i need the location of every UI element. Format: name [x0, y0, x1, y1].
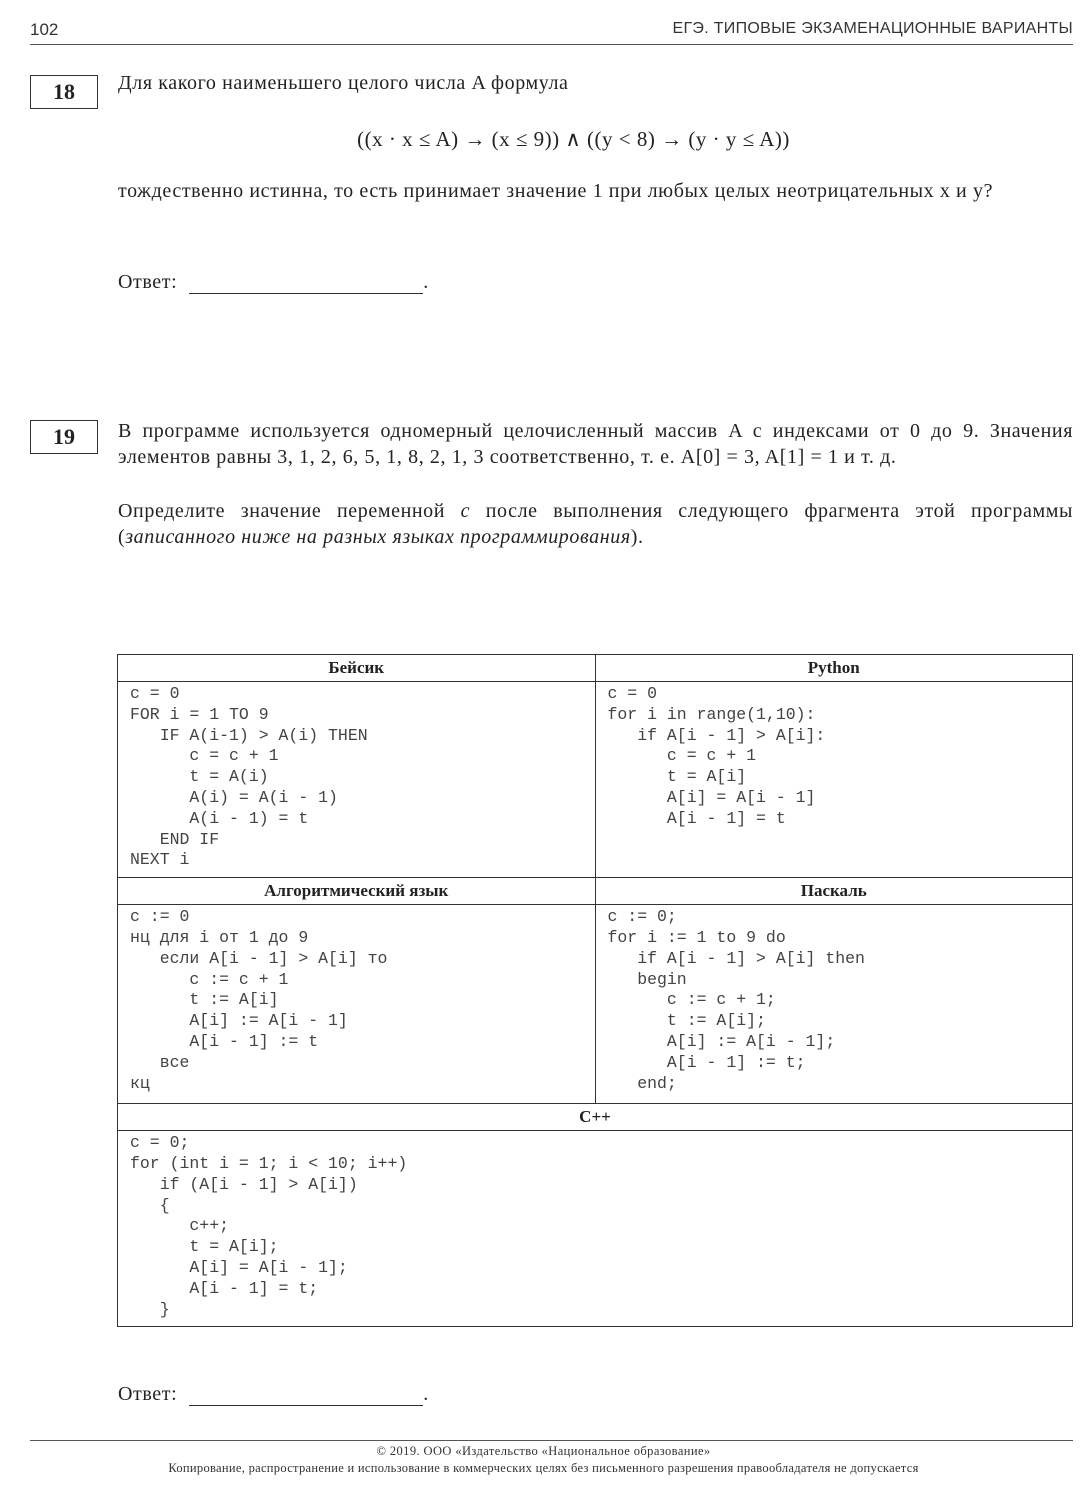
- task18-answer-field[interactable]: [189, 275, 423, 294]
- page-number: 102: [30, 20, 59, 39]
- python-header: Python: [595, 655, 1073, 682]
- task19-text1: В программе используется одномерный целочисленный массив A с индексами от 0 до 9. Значения элементов равны 3, 1, 2, 6, 5, 1, 8, 2, 1, 3 соответственно, т. е. A[0] = 3, A[1] = 1 и т. д.: [118, 420, 1073, 468]
- task19-text2-end: ).: [630, 526, 644, 548]
- task18-answer-label: Ответ:: [118, 271, 178, 293]
- cpp-cell: [118, 1131, 1073, 1327]
- pascal-cell: [595, 905, 1073, 1104]
- task19-text2-italic: записанного ниже на разных языках программирования: [125, 526, 631, 548]
- python-cell: [595, 682, 1073, 878]
- task19-answer-label: Ответ:: [118, 1383, 178, 1405]
- code-table: [117, 654, 1073, 1327]
- pascal-header: Паскаль: [595, 878, 1073, 905]
- task19-answer: Ответ: .: [118, 1383, 429, 1405]
- task18-intro: Для какого наименьшего целого числа A формула: [118, 72, 569, 94]
- basic-header: Бейсик: [118, 655, 596, 682]
- task-number-18: 18: [30, 75, 98, 109]
- cpp-code: c = 0; for (int i = 1; i < 10; i++) if (A[i - 1] > A[i]) { c++; t = A[i]; A[i] = A[i - 1]; A[i - 1] = t; }: [130, 1133, 408, 1319]
- footer-copyright: © 2019. ООО «Издательство «Национальное образование»: [376, 1444, 711, 1458]
- task19-text2: [118, 498, 1073, 550]
- task18-text: тождественно истинна, то есть принимает значение 1 при любых целых неотрицательных x и y?: [118, 180, 994, 202]
- basic-code: c = 0 FOR i = 1 TO 9 IF A(i-1) > A(i) THEN c = c + 1 t = A(i) A(i) = A(i - 1) A(i - 1) = t END IF NEXT i: [130, 684, 368, 870]
- algo-cell: [118, 905, 596, 1104]
- algo-code: c := 0 нц для i от 1 до 9 если A[i - 1] > A[i] то c := c + 1 t := A[i] A[i] := A[i - 1] A[i - 1] := t все кц: [130, 907, 388, 1093]
- cpp-header: C++: [118, 1104, 1073, 1131]
- footer-notice: Копирование, распространение и использование в коммерческих целях без письменного разрешения правообладателя не допускается: [168, 1461, 919, 1475]
- task18-answer: Ответ: .: [118, 271, 429, 293]
- task19-text2-start: Определите значение переменной: [118, 500, 461, 522]
- page-header-title: ЕГЭ. ТИПОВЫЕ ЭКЗАМЕНАЦИОННЫЕ ВАРИАНТЫ: [672, 20, 1073, 37]
- pascal-code: c := 0; for i := 1 to 9 do if A[i - 1] > A[i] then begin c := c + 1; t := A[i]; A[i] := A[i - 1]; A[i - 1] := t; end;: [607, 907, 865, 1093]
- footer-divider: [30, 1440, 1073, 1441]
- python-code: c = 0 for i in range(1,10): if A[i - 1] > A[i]: c = c + 1 t = A[i] A[i] = A[i - 1] A[i - 1] = t: [607, 684, 826, 828]
- task19-answer-field[interactable]: [189, 1387, 423, 1406]
- task-number-19: 19: [30, 420, 98, 454]
- basic-cell: [118, 682, 596, 878]
- header-divider: [30, 44, 1073, 45]
- task18-formula: ((x · x ≤ A) → (x ≤ 9)) ∧ ((y < 8) → (y · y ≤ A)): [357, 127, 790, 151]
- task19-text2-mid: после выполнения следующего фрагмента этой программы (: [118, 500, 1073, 548]
- task19-text2-var: c: [460, 500, 471, 522]
- algo-header: Алгоритмический язык: [118, 878, 596, 905]
